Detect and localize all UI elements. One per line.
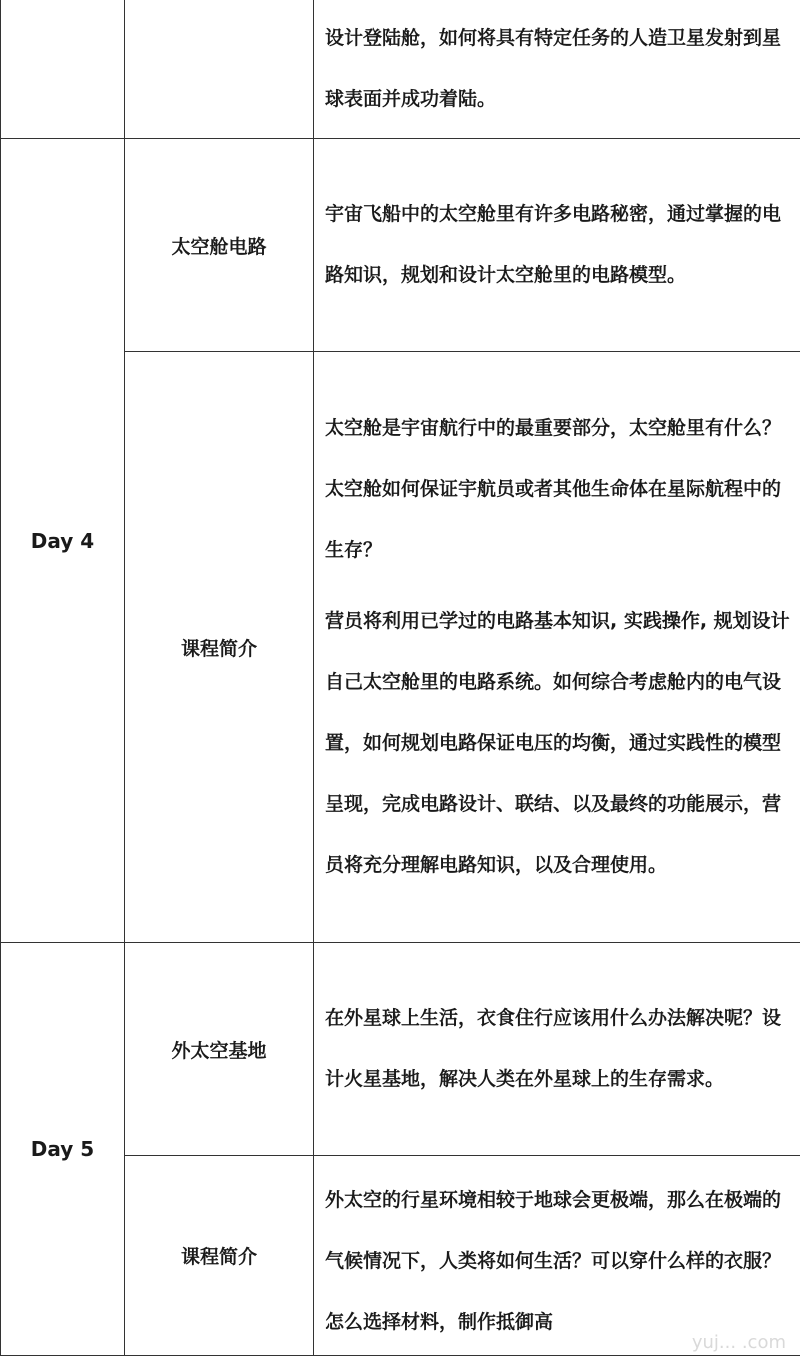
table-row [1, 0, 800, 139]
topic-cell [125, 0, 314, 139]
day-cell [1, 0, 125, 139]
description-paragraph: 太空舱是宇宙航行中的最重要部分，太空舱里有什么？太空舱如何保证宇航员或者其他生命体在星际航程中的生存？ [325, 398, 790, 581]
topic-cell: 外太空基地 [125, 943, 314, 1156]
description-paragraph: 营员将利用已学过的电路基本知识, 实践操作, 规划设计自己太空舱里的电路系统。如何综合考虑舱内的电气设置，如何规划电路保证电压的均衡，通过实践性的模型呈现，完成电路设计、联结、以及最终的功能展示，营员将充分理解电路知识，以及合理使用。 [325, 591, 790, 896]
day-cell: Day 4 [1, 139, 125, 943]
description-cell [314, 0, 800, 139]
table-row [1, 139, 800, 352]
topic-cell: 课程简介 [125, 1156, 314, 1356]
description-paragraph: 设计登陆舱，如何将具有特定任务的人造卫星发射到星球表面并成功着陆。 [325, 8, 790, 130]
table-row [1, 943, 800, 1156]
description-cell [314, 943, 800, 1156]
description-paragraph: 宇宙飞船中的太空舱里有许多电路秘密，通过掌握的电路知识，规划和设计太空舱里的电路模型。 [325, 184, 790, 306]
topic-cell: 课程简介 [125, 352, 314, 943]
topic-cell: 太空舱电路 [125, 139, 314, 352]
day-cell: Day 5 [1, 943, 125, 1356]
description-cell [314, 1156, 800, 1356]
description-paragraph: 在外星球上生活，衣食住行应该用什么办法解决呢？设计火星基地，解决人类在外星球上的生存需求。 [325, 988, 790, 1110]
description-cell [314, 352, 800, 943]
description-cell [314, 139, 800, 352]
description-paragraph: 外太空的行星环境相较于地球会更极端，那么在极端的气候情况下，人类将如何生活？可以穿什么样的衣服？怎么选择材料，制作抵御高 [325, 1170, 790, 1353]
watermark: yuj... .com [692, 1332, 786, 1353]
